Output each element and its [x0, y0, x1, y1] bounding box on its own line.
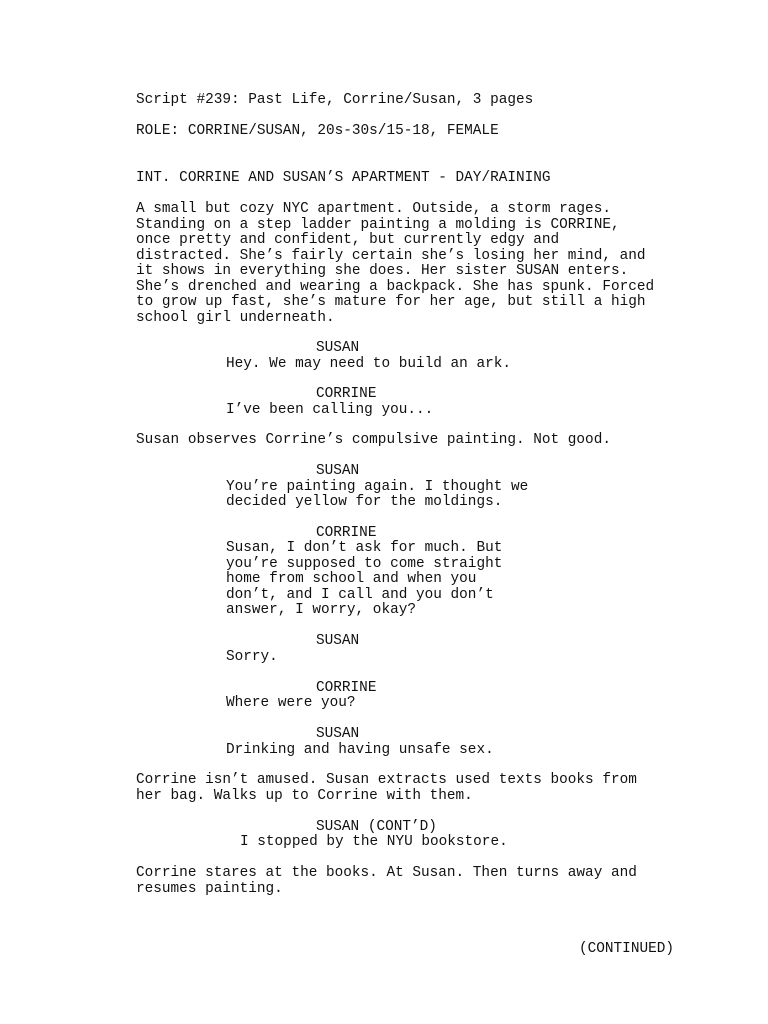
script-header: Script #239: Past Life, Corrine/Susan, 3 pages	[136, 92, 534, 108]
character-cue: CORRINE	[316, 524, 377, 541]
character-cue: SUSAN (CONT’D)	[316, 818, 437, 835]
dialogue-line: don’t, and I call and you don’t	[226, 586, 494, 603]
action-line: to grow up fast, she’s mature for her age, but still a high	[136, 294, 646, 310]
dialogue-line: You’re painting again. I thought we	[226, 478, 529, 495]
character-cue: SUSAN	[316, 726, 360, 742]
action-line: She’s drenched and wearing a backpack. She has spunk. Forced	[136, 278, 655, 295]
action-line: resumes painting.	[136, 880, 283, 897]
role-line: ROLE: CORRINE/SUSAN, 20s-30s/15-18, FEMALE	[136, 123, 499, 139]
action-line: distracted. She’s fairly certain she’s losing her mind, and	[136, 247, 646, 264]
action-line: once pretty and confident, but currently edgy and	[136, 232, 560, 248]
dialogue-line: Sorry.	[226, 648, 278, 665]
action-line: Corrine stares at the books. At Susan. Then turns away and	[136, 865, 637, 881]
dialogue-line: Where were you?	[226, 695, 356, 711]
action-line: A small but cozy NYC apartment. Outside, a storm rages.	[136, 201, 611, 217]
action-line: her bag. Walks up to Corrine with them.	[136, 787, 473, 804]
dialogue-line: home from school and when you	[226, 571, 477, 587]
dialogue-line: decided yellow for the moldings.	[226, 494, 503, 510]
dialogue-line: I’ve been calling you...	[226, 401, 434, 418]
scene-heading: INT. CORRINE AND SUSAN’S APARTMENT - DAY/RAINING	[136, 170, 551, 186]
action-line: Standing on a step ladder painting a molding is CORRINE,	[136, 216, 620, 233]
dialogue-line: Hey. We may need to build an ark.	[226, 355, 511, 372]
character-cue: SUSAN	[316, 463, 360, 479]
dialogue-line: Drinking and having unsafe sex.	[226, 741, 494, 758]
dialogue-line: I stopped by the NYU bookstore.	[240, 834, 508, 850]
character-cue: CORRINE	[316, 679, 377, 696]
dialogue-line: you’re supposed to come straight	[226, 555, 503, 572]
action-line: school girl underneath.	[136, 309, 335, 326]
character-cue: SUSAN	[316, 340, 360, 356]
dialogue-line: answer, I worry, okay?	[226, 602, 416, 618]
character-cue: SUSAN	[316, 633, 360, 649]
continued-marker: (CONTINUED)	[579, 941, 674, 957]
dialogue-line: Susan, I don’t ask for much. But	[226, 540, 503, 556]
action-line: Susan observes Corrine’s compulsive painting. Not good.	[136, 432, 611, 448]
character-cue: CORRINE	[316, 386, 377, 402]
action-line: Corrine isn’t amused. Susan extracts used texts books from	[136, 772, 637, 788]
action-line: it shows in everything she does. Her sister SUSAN enters.	[136, 263, 629, 279]
